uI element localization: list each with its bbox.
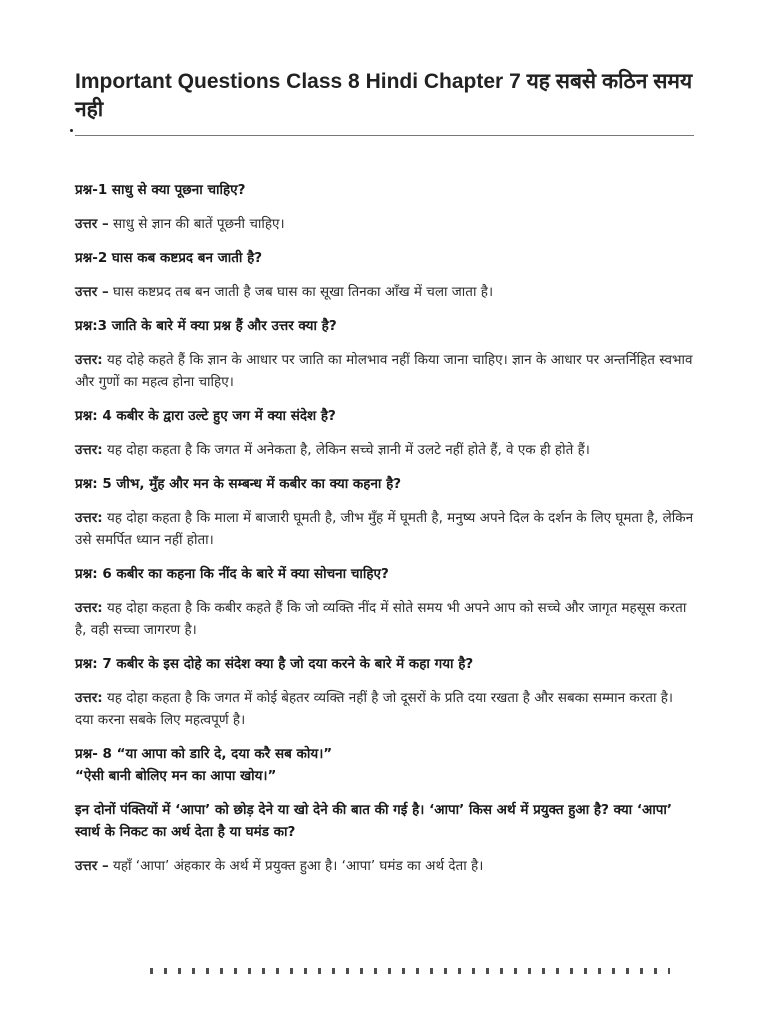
answer-text: यह दोहा कहता है कि माला में बाजारी घूमती है, जीभ मुँह में घूमती है, मनुष्य अपने दिल के दर्शन के लिए घूमता है, लेकिन उसे समर्पित ध्यान नहीं होता। [75, 510, 694, 548]
answer-label: उत्तर – [75, 216, 109, 232]
question-3: प्रश्न:3 जाति के बारे में क्या प्रश्न हैं और उत्तर क्या है? [75, 318, 337, 334]
question-8: प्रश्न- 8 “या आपा को डारि दे, दया करै सब कोय।” “ऐसी बानी बोलिए मन का आपा खोय।” [75, 746, 333, 784]
answer-label: उत्तर: [75, 352, 103, 368]
answer-label: उत्तर: [75, 690, 103, 706]
answer-2 [75, 281, 695, 303]
answer-label: उत्तर – [75, 858, 109, 874]
bullet-dot [70, 129, 73, 132]
answer-text: यह दोहा कहता है कि जगत में अनेकता है, लेकिन सच्चे ज्ञानी में उलटे नहीं होते हैं, वे एक ही होते हैं। [102, 442, 590, 458]
answer-7 [75, 687, 695, 731]
question-6: प्रश्न: 6 कबीर का कहना कि नींद के बारे में क्या सोचना चाहिए? [75, 566, 389, 582]
question-7: प्रश्न: 7 कबीर के इस दोहे का संदेश क्या है जो दया करने के बारे में कहा गया है? [75, 656, 474, 672]
answer-4 [75, 439, 695, 461]
answer-label: उत्तर: [75, 600, 103, 616]
answer-text: घास कष्टप्रद तब बन जाती है जब घास का सूखा तिनका आँख में चला जाता है। [108, 284, 494, 300]
answer-text: साधु से ज्ञान की बातें पूछनी चाहिए। [108, 216, 285, 232]
question-1: प्रश्न-1 साधु से क्या पूछना चाहिए? [75, 182, 246, 198]
answer-3 [75, 349, 695, 393]
page-title: Important Questions Class 8 Hindi Chapter 7 यह सबसे कठिन समय नही [75, 70, 693, 121]
answer-text: यह दोहा कहता है कि जगत में कोई बेहतर व्यक्ति नहीं है जो दूसरों के प्रति दया रखता है और सबका सम्मान करता है। दया करना सबके लिए महत्वपूर्ण है। [75, 690, 674, 728]
answer-text: यहाँ ‘आपा’ अंहकार के अर्थ में प्रयुक्त हुआ है। ‘आपा’ घमंड का अर्थ देता है। [108, 858, 484, 874]
question-5: प्रश्न: 5 जीभ, मुँह और मन के सम्बन्ध में कबीर का क्या कहना है? [75, 476, 402, 492]
answer-6 [75, 597, 695, 641]
title-divider [75, 135, 694, 136]
answer-label: उत्तर – [75, 284, 109, 300]
answer-text: यह दोहे कहते हैं कि ज्ञान के आधार पर जाति का मोलभाव नहीं किया जाना चाहिए। ज्ञान के आधार पर अन्तर्निहित स्वभाव और गुणों का महत्व होना चाहिए। [75, 352, 693, 390]
answer-8 [75, 855, 695, 877]
answer-label: उत्तर: [75, 442, 103, 458]
cut-off-text-line [150, 968, 670, 974]
question-4: प्रश्न: 4 कबीर के द्वारा उल्टे हुए जग में क्या संदेश है? [75, 408, 336, 424]
question-8-detail: इन दोनों पंक्तियों में ‘आपा’ को छोड़ देने या खो देने की बात की गई है। ‘आपा’ किस अर्थ में प्रयुक्त हुआ है? क्या ‘आपा’ स्वार्थ के निकट का अर्थ देता है या घमंड का? [75, 802, 673, 840]
question-2: प्रश्न-2 घास कब कष्टप्रद बन जाती है? [75, 250, 263, 266]
answer-1 [75, 213, 695, 235]
answer-text: यह दोहा कहता है कि कबीर कहते हैं कि जो व्यक्ति नींद में सोते समय भी अपने आप को सच्चे और जागृत महसूस करता है, वही सच्चा जागरण है। [75, 600, 687, 638]
answer-5 [75, 507, 695, 551]
answer-label: उत्तर: [75, 510, 103, 526]
qa-list [75, 179, 695, 889]
